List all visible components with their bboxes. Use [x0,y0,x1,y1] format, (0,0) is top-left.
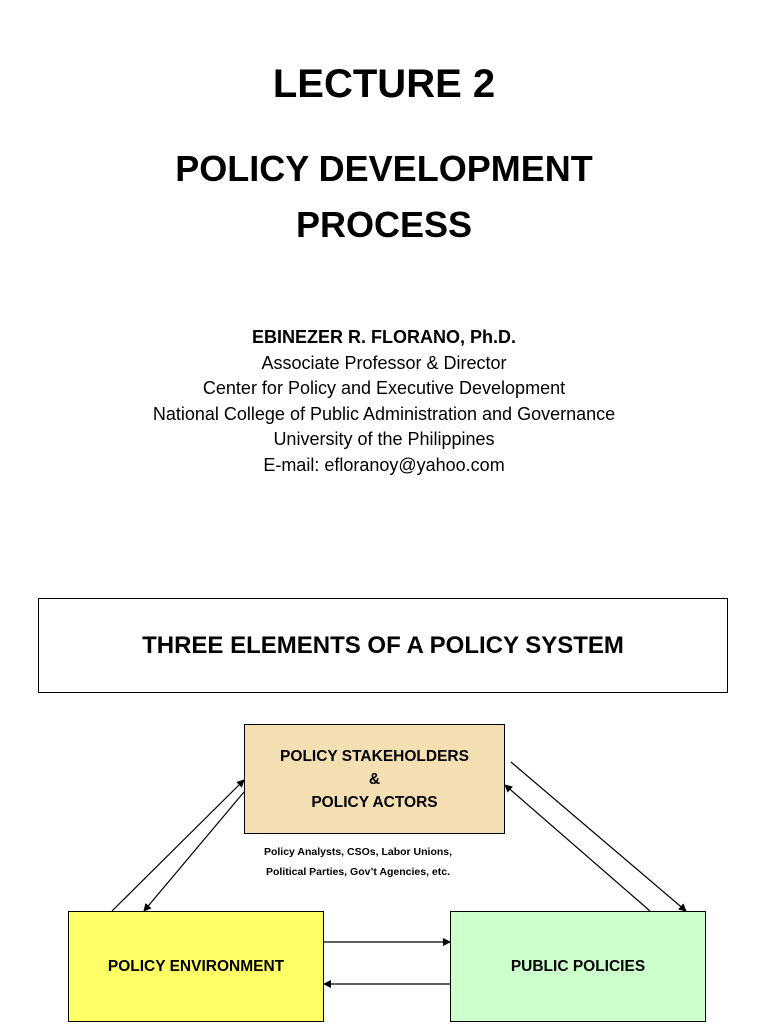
author-name: EBINEZER R. FLORANO, Ph.D. [251,327,516,347]
topic-title-line-2: PROCESS [295,204,473,245]
stakeholders-label-line-2: & [368,770,381,788]
policy-stakeholders-box [244,724,505,834]
arrow-stakeholders-to-environment [144,792,244,911]
stakeholders-label-line-3: POLICY ACTORS [311,793,438,811]
actors-note-line-1: Policy Analysts, CSOs, Labor Unions, [263,846,453,858]
topic-title-line-1: POLICY DEVELOPMENT [175,148,593,189]
policy-environment-box [68,911,324,1022]
policy-system-header-text: THREE ELEMENTS OF A POLICY SYSTEM [142,631,624,659]
policy-actors-note [238,842,478,882]
public-policies-box [450,911,706,1022]
arrow-policies-to-stakeholders [505,785,650,911]
author-position: Associate Professor & Director [261,352,507,373]
policy-system-header [38,598,728,693]
author-college: National College of Public Administration and Governance [152,403,616,424]
author-block [0,325,768,478]
arrow-stakeholders-to-policies [511,762,686,911]
arrow-environment-to-stakeholders [112,780,244,911]
author-university: University of the Philippines [273,429,495,449]
public-policies-label: PUBLIC POLICIES [510,957,646,975]
author-email: E-mail: efloranoy@yahoo.com [263,454,505,475]
stakeholders-label-line-1: POLICY STAKEHOLDERS [280,747,469,765]
lecture-title: LECTURE 2 [272,62,496,106]
policy-environment-label: POLICY ENVIRONMENT [107,957,285,975]
author-center: Center for Policy and Executive Development [202,378,566,398]
actors-note-line-2: Political Parties, Gov’t Agencies, etc. [265,866,450,878]
